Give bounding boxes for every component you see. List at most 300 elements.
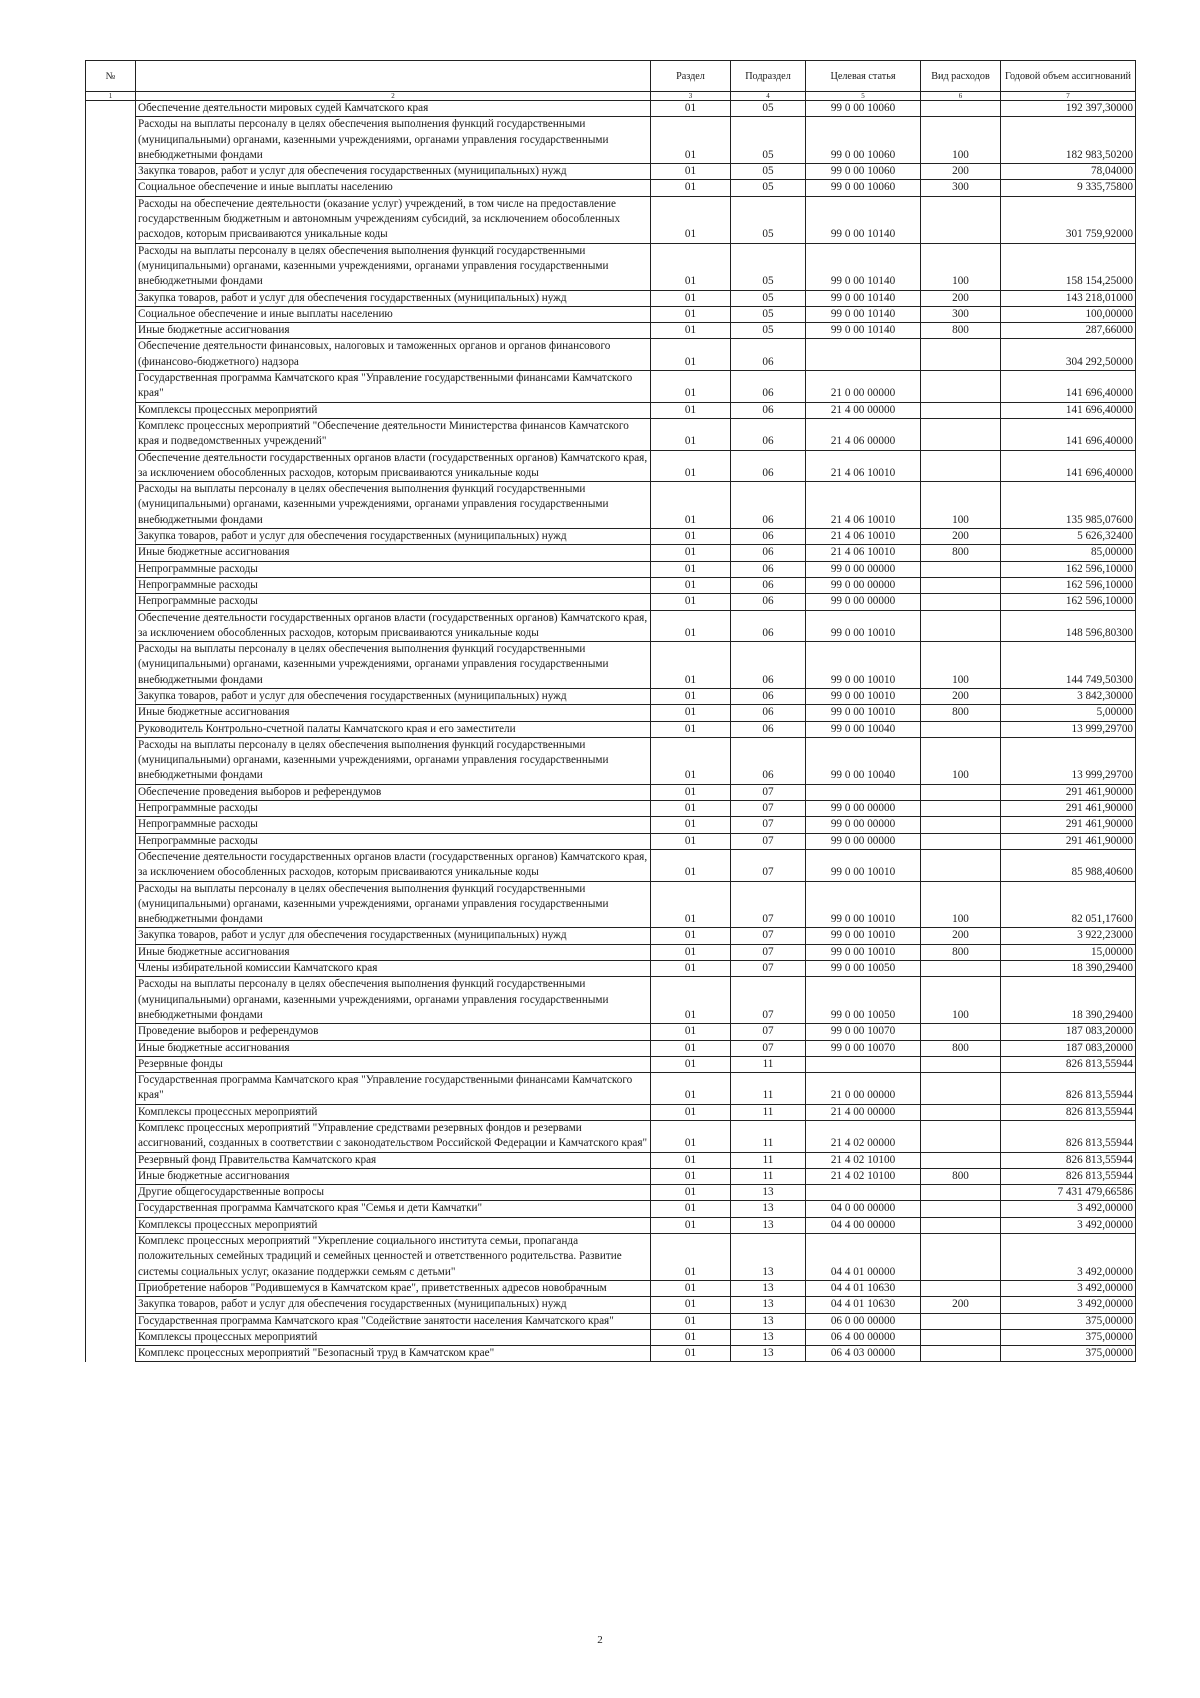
podrazdel-cell: 06 xyxy=(731,642,806,689)
table-row xyxy=(86,610,1136,642)
expense-name-cell: Обеспечение деятельности государственных органов власти (государственных органов) Камчатского края, за исключением обособленных расходов, которым присваиваются уникальные коды xyxy=(136,450,651,482)
vid-rashodov-cell: 200 xyxy=(921,928,1001,944)
podrazdel-cell: 11 xyxy=(731,1104,806,1120)
row-number-cell xyxy=(86,1104,136,1120)
table-row xyxy=(86,561,1136,577)
amount-cell: 100,00000 xyxy=(1001,306,1136,322)
vid-rashodov-cell: 200 xyxy=(921,164,1001,180)
budget-table xyxy=(85,60,1136,1362)
table-row xyxy=(86,944,1136,960)
podrazdel-cell: 07 xyxy=(731,833,806,849)
razdel-cell: 01 xyxy=(651,1280,731,1296)
podrazdel-cell: 06 xyxy=(731,577,806,593)
razdel-cell: 01 xyxy=(651,1185,731,1201)
celevaya-statya-cell: 99 0 00 10050 xyxy=(806,977,921,1024)
row-number-cell xyxy=(86,881,136,928)
razdel-cell: 01 xyxy=(651,290,731,306)
expense-name-cell: Непрограммные расходы xyxy=(136,817,651,833)
celevaya-statya-cell: 06 4 03 00000 xyxy=(806,1346,921,1362)
row-number-cell xyxy=(86,117,136,164)
row-number-cell xyxy=(86,196,136,243)
expense-name-cell: Закупка товаров, работ и услуг для обеспечения государственных (муниципальных) нужд xyxy=(136,1297,651,1313)
razdel-cell: 01 xyxy=(651,1329,731,1345)
amount-cell: 143 218,01000 xyxy=(1001,290,1136,306)
table-row xyxy=(86,1168,1136,1184)
podrazdel-cell: 07 xyxy=(731,977,806,1024)
row-number-cell xyxy=(86,1121,136,1153)
razdel-cell: 01 xyxy=(651,849,731,881)
expense-name-cell: Обеспечение проведения выборов и референдумов xyxy=(136,784,651,800)
row-number-cell xyxy=(86,1056,136,1072)
celevaya-statya-cell: 21 4 06 10010 xyxy=(806,450,921,482)
celevaya-statya-cell xyxy=(806,784,921,800)
razdel-cell: 01 xyxy=(651,545,731,561)
vid-rashodov-cell: 100 xyxy=(921,642,1001,689)
vid-rashodov-cell xyxy=(921,339,1001,371)
expense-name-cell: Резервный фонд Правительства Камчатского края xyxy=(136,1152,651,1168)
razdel-cell: 01 xyxy=(651,450,731,482)
row-number-cell xyxy=(86,1152,136,1168)
expense-name-cell: Комплексы процессных мероприятий xyxy=(136,1217,651,1233)
celevaya-statya-cell: 99 0 00 10010 xyxy=(806,642,921,689)
celevaya-statya-cell: 21 4 02 00000 xyxy=(806,1121,921,1153)
vid-rashodov-cell xyxy=(921,1201,1001,1217)
razdel-cell: 01 xyxy=(651,801,731,817)
razdel-cell: 01 xyxy=(651,737,731,784)
podrazdel-cell: 05 xyxy=(731,196,806,243)
expense-name-cell: Социальное обеспечение и иные выплаты населению xyxy=(136,180,651,196)
razdel-cell: 01 xyxy=(651,817,731,833)
table-row xyxy=(86,196,1136,243)
table-row xyxy=(86,371,1136,403)
budget-sheet xyxy=(85,60,1135,1362)
expense-name-cell: Резервные фонды xyxy=(136,1056,651,1072)
vid-rashodov-cell xyxy=(921,577,1001,593)
expense-name-cell: Иные бюджетные ассигнования xyxy=(136,323,651,339)
table-row xyxy=(86,1152,1136,1168)
table-row xyxy=(86,594,1136,610)
expense-name-cell: Комплекс процессных мероприятий "Укрепление социального института семьи, пропаганда положительных семейных традиций и семейных ценностей и ответственного родительства. Развитие системы социальных услуг, оказание поддержки семьям с детьми" xyxy=(136,1234,651,1281)
celevaya-statya-cell: 99 0 00 10070 xyxy=(806,1040,921,1056)
expense-name-cell: Иные бюджетные ассигнования xyxy=(136,1168,651,1184)
row-number-cell xyxy=(86,164,136,180)
amount-cell: 85,00000 xyxy=(1001,545,1136,561)
celevaya-statya-cell: 21 4 02 10100 xyxy=(806,1168,921,1184)
podrazdel-cell: 06 xyxy=(731,545,806,561)
podrazdel-cell: 07 xyxy=(731,944,806,960)
vid-rashodov-cell xyxy=(921,1024,1001,1040)
vid-rashodov-cell: 200 xyxy=(921,1297,1001,1313)
razdel-cell: 01 xyxy=(651,705,731,721)
expense-name-cell: Комплексы процессных мероприятий xyxy=(136,1329,651,1345)
amount-cell: 162 596,10000 xyxy=(1001,577,1136,593)
table-header-row xyxy=(86,61,1136,92)
column-number: 5 xyxy=(806,92,921,101)
razdel-cell: 01 xyxy=(651,642,731,689)
header-godovoy-obem: Годовой объем ассигнований xyxy=(1001,61,1136,92)
vid-rashodov-cell: 800 xyxy=(921,705,1001,721)
vid-rashodov-cell xyxy=(921,450,1001,482)
table-row xyxy=(86,323,1136,339)
amount-cell: 144 749,50300 xyxy=(1001,642,1136,689)
row-number-cell xyxy=(86,339,136,371)
amount-cell: 287,66000 xyxy=(1001,323,1136,339)
row-number-cell xyxy=(86,402,136,418)
expense-name-cell: Непрограммные расходы xyxy=(136,594,651,610)
podrazdel-cell: 11 xyxy=(731,1056,806,1072)
amount-cell: 7 431 479,66586 xyxy=(1001,1185,1136,1201)
celevaya-statya-cell: 99 0 00 10140 xyxy=(806,243,921,290)
razdel-cell: 01 xyxy=(651,944,731,960)
vid-rashodov-cell xyxy=(921,594,1001,610)
column-number: 2 xyxy=(136,92,651,101)
expense-name-cell: Комплекс процессных мероприятий "Управление средствами резервных фондов и резервами ассигнований, созданных в соответствии с законодательством Российской Федерации и Камчатского края" xyxy=(136,1121,651,1153)
podrazdel-cell: 13 xyxy=(731,1234,806,1281)
podrazdel-cell: 11 xyxy=(731,1073,806,1105)
razdel-cell: 01 xyxy=(651,1313,731,1329)
table-row xyxy=(86,737,1136,784)
vid-rashodov-cell: 800 xyxy=(921,1040,1001,1056)
vid-rashodov-cell xyxy=(921,402,1001,418)
podrazdel-cell: 07 xyxy=(731,784,806,800)
vid-rashodov-cell xyxy=(921,101,1001,117)
table-row xyxy=(86,977,1136,1024)
celevaya-statya-cell: 99 0 00 10010 xyxy=(806,610,921,642)
table-row xyxy=(86,1024,1136,1040)
row-number-cell xyxy=(86,721,136,737)
vid-rashodov-cell xyxy=(921,1280,1001,1296)
row-number-cell xyxy=(86,290,136,306)
expense-name-cell: Обеспечение деятельности мировых судей Камчатского края xyxy=(136,101,651,117)
table-row xyxy=(86,1201,1136,1217)
amount-cell: 141 696,40000 xyxy=(1001,402,1136,418)
table-row xyxy=(86,418,1136,450)
expense-name-cell: Закупка товаров, работ и услуг для обеспечения государственных (муниципальных) нужд xyxy=(136,688,651,704)
row-number-cell xyxy=(86,561,136,577)
amount-cell: 3 492,00000 xyxy=(1001,1201,1136,1217)
amount-cell: 9 335,75800 xyxy=(1001,180,1136,196)
expense-name-cell: Расходы на выплаты персоналу в целях обеспечения выполнения функций государственными (муниципальными) органами, казенными учреждениями, органами управления государственными внебюджетными фондами xyxy=(136,737,651,784)
vid-rashodov-cell: 300 xyxy=(921,180,1001,196)
table-row xyxy=(86,928,1136,944)
row-number-cell xyxy=(86,1313,136,1329)
row-number-cell xyxy=(86,323,136,339)
expense-name-cell: Расходы на выплаты персоналу в целях обеспечения выполнения функций государственными (муниципальными) органами, казенными учреждениями, органами управления государственными внебюджетными фондами xyxy=(136,117,651,164)
amount-cell: 158 154,25000 xyxy=(1001,243,1136,290)
expense-name-cell: Государственная программа Камчатского края "Управление государственными финансами Камчатского края" xyxy=(136,371,651,403)
table-row xyxy=(86,881,1136,928)
podrazdel-cell: 06 xyxy=(731,737,806,784)
celevaya-statya-cell: 06 4 00 00000 xyxy=(806,1329,921,1345)
row-number-cell xyxy=(86,1234,136,1281)
expense-name-cell: Обеспечение деятельности государственных органов власти (государственных органов) Камчатского края, за исключением обособленных расходов, которым присваиваются уникальные коды xyxy=(136,610,651,642)
razdel-cell: 01 xyxy=(651,928,731,944)
vid-rashodov-cell xyxy=(921,196,1001,243)
razdel-cell: 01 xyxy=(651,688,731,704)
amount-cell: 78,04000 xyxy=(1001,164,1136,180)
expense-name-cell: Непрограммные расходы xyxy=(136,577,651,593)
expense-name-cell: Закупка товаров, работ и услуг для обеспечения государственных (муниципальных) нужд xyxy=(136,164,651,180)
vid-rashodov-cell xyxy=(921,1152,1001,1168)
row-number-cell xyxy=(86,642,136,689)
table-row xyxy=(86,721,1136,737)
razdel-cell: 01 xyxy=(651,117,731,164)
celevaya-statya-cell: 04 4 00 00000 xyxy=(806,1217,921,1233)
podrazdel-cell: 05 xyxy=(731,101,806,117)
vid-rashodov-cell xyxy=(921,1073,1001,1105)
razdel-cell: 01 xyxy=(651,561,731,577)
vid-rashodov-cell: 100 xyxy=(921,243,1001,290)
vid-rashodov-cell xyxy=(921,1104,1001,1120)
vid-rashodov-cell xyxy=(921,833,1001,849)
vid-rashodov-cell: 100 xyxy=(921,881,1001,928)
row-number-cell xyxy=(86,705,136,721)
row-number-cell xyxy=(86,545,136,561)
table-row xyxy=(86,1104,1136,1120)
header-razdel: Раздел xyxy=(651,61,731,92)
expense-name-cell: Расходы на выплаты персоналу в целях обеспечения выполнения функций государственными (муниципальными) органами, казенными учреждениями, органами управления государственными внебюджетными фондами xyxy=(136,881,651,928)
expense-name-cell: Комплексы процессных мероприятий xyxy=(136,1104,651,1120)
table-row xyxy=(86,1121,1136,1153)
podrazdel-cell: 06 xyxy=(731,688,806,704)
podrazdel-cell: 05 xyxy=(731,323,806,339)
podrazdel-cell: 06 xyxy=(731,610,806,642)
vid-rashodov-cell xyxy=(921,784,1001,800)
podrazdel-cell: 13 xyxy=(731,1185,806,1201)
row-number-cell xyxy=(86,1297,136,1313)
table-row xyxy=(86,801,1136,817)
expense-name-cell: Расходы на выплаты персоналу в целях обеспечения выполнения функций государственными (муниципальными) органами, казенными учреждениями, органами управления государственными внебюджетными фондами xyxy=(136,977,651,1024)
table-row xyxy=(86,1346,1136,1362)
header-celevaya-statya: Целевая статья xyxy=(806,61,921,92)
expense-name-cell: Расходы на выплаты персоналу в целях обеспечения выполнения функций государственными (муниципальными) органами, казенными учреждениями, органами управления государственными внебюджетными фондами xyxy=(136,243,651,290)
row-number-cell xyxy=(86,1185,136,1201)
celevaya-statya-cell: 99 0 00 10040 xyxy=(806,721,921,737)
row-number-cell xyxy=(86,1040,136,1056)
podrazdel-cell: 07 xyxy=(731,961,806,977)
amount-cell: 18 390,29400 xyxy=(1001,961,1136,977)
razdel-cell: 01 xyxy=(651,306,731,322)
amount-cell: 135 985,07600 xyxy=(1001,482,1136,529)
table-row xyxy=(86,705,1136,721)
table-row xyxy=(86,243,1136,290)
expense-name-cell: Непрограммные расходы xyxy=(136,833,651,849)
row-number-cell xyxy=(86,688,136,704)
table-row xyxy=(86,545,1136,561)
podrazdel-cell: 11 xyxy=(731,1121,806,1153)
podrazdel-cell: 06 xyxy=(731,418,806,450)
vid-rashodov-cell xyxy=(921,1185,1001,1201)
vid-rashodov-cell: 300 xyxy=(921,306,1001,322)
vid-rashodov-cell xyxy=(921,801,1001,817)
razdel-cell: 01 xyxy=(651,196,731,243)
row-number-cell xyxy=(86,944,136,960)
vid-rashodov-cell xyxy=(921,961,1001,977)
razdel-cell: 01 xyxy=(651,1024,731,1040)
row-number-cell xyxy=(86,1280,136,1296)
podrazdel-cell: 05 xyxy=(731,180,806,196)
podrazdel-cell: 06 xyxy=(731,705,806,721)
vid-rashodov-cell xyxy=(921,721,1001,737)
podrazdel-cell: 06 xyxy=(731,482,806,529)
table-row xyxy=(86,1234,1136,1281)
razdel-cell: 01 xyxy=(651,1152,731,1168)
celevaya-statya-cell: 99 0 00 10060 xyxy=(806,117,921,164)
header-vid-rashodov: Вид расходов xyxy=(921,61,1001,92)
celevaya-statya-cell xyxy=(806,1056,921,1072)
amount-cell: 3 492,00000 xyxy=(1001,1297,1136,1313)
razdel-cell: 01 xyxy=(651,164,731,180)
celevaya-statya-cell xyxy=(806,339,921,371)
vid-rashodov-cell: 100 xyxy=(921,482,1001,529)
vid-rashodov-cell: 800 xyxy=(921,944,1001,960)
expense-name-cell: Проведение выборов и референдумов xyxy=(136,1024,651,1040)
vid-rashodov-cell xyxy=(921,817,1001,833)
amount-cell: 3 492,00000 xyxy=(1001,1280,1136,1296)
amount-cell: 826 813,55944 xyxy=(1001,1073,1136,1105)
amount-cell: 3 492,00000 xyxy=(1001,1217,1136,1233)
table-row xyxy=(86,577,1136,593)
table-row xyxy=(86,1185,1136,1201)
vid-rashodov-cell: 100 xyxy=(921,737,1001,784)
razdel-cell: 01 xyxy=(651,1056,731,1072)
column-number: 7 xyxy=(1001,92,1136,101)
celevaya-statya-cell: 99 0 00 10060 xyxy=(806,101,921,117)
podrazdel-cell: 07 xyxy=(731,801,806,817)
amount-cell: 85 988,40600 xyxy=(1001,849,1136,881)
razdel-cell: 01 xyxy=(651,721,731,737)
celevaya-statya-cell: 04 0 00 00000 xyxy=(806,1201,921,1217)
vid-rashodov-cell: 800 xyxy=(921,1168,1001,1184)
row-number-cell xyxy=(86,817,136,833)
table-row xyxy=(86,642,1136,689)
podrazdel-cell: 07 xyxy=(731,1024,806,1040)
amount-cell: 5 626,32400 xyxy=(1001,529,1136,545)
celevaya-statya-cell: 99 0 00 00000 xyxy=(806,577,921,593)
razdel-cell: 01 xyxy=(651,371,731,403)
celevaya-statya-cell: 21 4 02 10100 xyxy=(806,1152,921,1168)
razdel-cell: 01 xyxy=(651,610,731,642)
page-number: 2 xyxy=(597,1634,603,1646)
amount-cell: 375,00000 xyxy=(1001,1329,1136,1345)
column-number: 3 xyxy=(651,92,731,101)
celevaya-statya-cell: 99 0 00 10010 xyxy=(806,705,921,721)
podrazdel-cell: 06 xyxy=(731,371,806,403)
row-number-cell xyxy=(86,243,136,290)
amount-cell: 148 596,80300 xyxy=(1001,610,1136,642)
vid-rashodov-cell xyxy=(921,610,1001,642)
amount-cell: 13 999,29700 xyxy=(1001,737,1136,784)
expense-name-cell: Комплексы процессных мероприятий xyxy=(136,402,651,418)
row-number-cell xyxy=(86,180,136,196)
vid-rashodov-cell xyxy=(921,1346,1001,1362)
razdel-cell: 01 xyxy=(651,1121,731,1153)
amount-cell: 826 813,55944 xyxy=(1001,1168,1136,1184)
razdel-cell: 01 xyxy=(651,1346,731,1362)
row-number-cell xyxy=(86,610,136,642)
row-number-cell xyxy=(86,737,136,784)
row-number-cell xyxy=(86,450,136,482)
row-number-cell xyxy=(86,1073,136,1105)
celevaya-statya-cell: 99 0 00 10040 xyxy=(806,737,921,784)
celevaya-statya-cell: 21 4 06 10010 xyxy=(806,482,921,529)
celevaya-statya-cell: 99 0 00 10070 xyxy=(806,1024,921,1040)
expense-name-cell: Иные бюджетные ассигнования xyxy=(136,944,651,960)
razdel-cell: 01 xyxy=(651,482,731,529)
podrazdel-cell: 06 xyxy=(731,721,806,737)
podrazdel-cell: 07 xyxy=(731,881,806,928)
podrazdel-cell: 13 xyxy=(731,1313,806,1329)
table-row xyxy=(86,1040,1136,1056)
expense-name-cell: Комплекс процессных мероприятий "Безопасный труд в Камчатском крае" xyxy=(136,1346,651,1362)
razdel-cell: 01 xyxy=(651,1073,731,1105)
table-row xyxy=(86,688,1136,704)
razdel-cell: 01 xyxy=(651,243,731,290)
row-number-cell xyxy=(86,833,136,849)
vid-rashodov-cell xyxy=(921,561,1001,577)
podrazdel-cell: 06 xyxy=(731,339,806,371)
table-row xyxy=(86,339,1136,371)
column-number: 4 xyxy=(731,92,806,101)
amount-cell: 5,00000 xyxy=(1001,705,1136,721)
podrazdel-cell: 07 xyxy=(731,1040,806,1056)
vid-rashodov-cell xyxy=(921,1121,1001,1153)
razdel-cell: 01 xyxy=(651,1168,731,1184)
row-number-cell xyxy=(86,577,136,593)
razdel-cell: 01 xyxy=(651,529,731,545)
expense-name-cell: Закупка товаров, работ и услуг для обеспечения государственных (муниципальных) нужд xyxy=(136,290,651,306)
row-number-cell xyxy=(86,1024,136,1040)
celevaya-statya-cell: 99 0 00 10140 xyxy=(806,306,921,322)
expense-name-cell: Обеспечение деятельности государственных органов власти (государственных органов) Камчатского края, за исключением обособленных расходов, которым присваиваются уникальные коды xyxy=(136,849,651,881)
podrazdel-cell: 06 xyxy=(731,402,806,418)
row-number-cell xyxy=(86,801,136,817)
podrazdel-cell: 13 xyxy=(731,1346,806,1362)
expense-name-cell: Социальное обеспечение и иные выплаты населению xyxy=(136,306,651,322)
razdel-cell: 01 xyxy=(651,1217,731,1233)
header-name xyxy=(136,61,651,92)
table-row xyxy=(86,1280,1136,1296)
amount-cell: 291 461,90000 xyxy=(1001,801,1136,817)
podrazdel-cell: 13 xyxy=(731,1217,806,1233)
table-row xyxy=(86,450,1136,482)
amount-cell: 291 461,90000 xyxy=(1001,784,1136,800)
celevaya-statya-cell: 21 4 06 10010 xyxy=(806,545,921,561)
razdel-cell: 01 xyxy=(651,402,731,418)
vid-rashodov-cell: 200 xyxy=(921,529,1001,545)
amount-cell: 182 983,50200 xyxy=(1001,117,1136,164)
razdel-cell: 01 xyxy=(651,101,731,117)
vid-rashodov-cell: 100 xyxy=(921,977,1001,1024)
expense-name-cell: Комплекс процессных мероприятий "Обеспечение деятельности Министерства финансов Камчатского края и подведомственных учреждений" xyxy=(136,418,651,450)
expense-name-cell: Государственная программа Камчатского края "Семья и дети Камчатки" xyxy=(136,1201,651,1217)
amount-cell: 826 813,55944 xyxy=(1001,1152,1136,1168)
celevaya-statya-cell: 99 0 00 10060 xyxy=(806,180,921,196)
vid-rashodov-cell: 100 xyxy=(921,117,1001,164)
vid-rashodov-cell xyxy=(921,1329,1001,1345)
header-podrazdel: Подраздел xyxy=(731,61,806,92)
celevaya-statya-cell: 99 0 00 10010 xyxy=(806,881,921,928)
vid-rashodov-cell: 200 xyxy=(921,688,1001,704)
celevaya-statya-cell: 99 0 00 10010 xyxy=(806,928,921,944)
amount-cell: 304 292,50000 xyxy=(1001,339,1136,371)
amount-cell: 375,00000 xyxy=(1001,1346,1136,1362)
column-number: 6 xyxy=(921,92,1001,101)
row-number-cell xyxy=(86,977,136,1024)
vid-rashodov-cell xyxy=(921,371,1001,403)
amount-cell: 3 492,00000 xyxy=(1001,1234,1136,1281)
podrazdel-cell: 13 xyxy=(731,1297,806,1313)
